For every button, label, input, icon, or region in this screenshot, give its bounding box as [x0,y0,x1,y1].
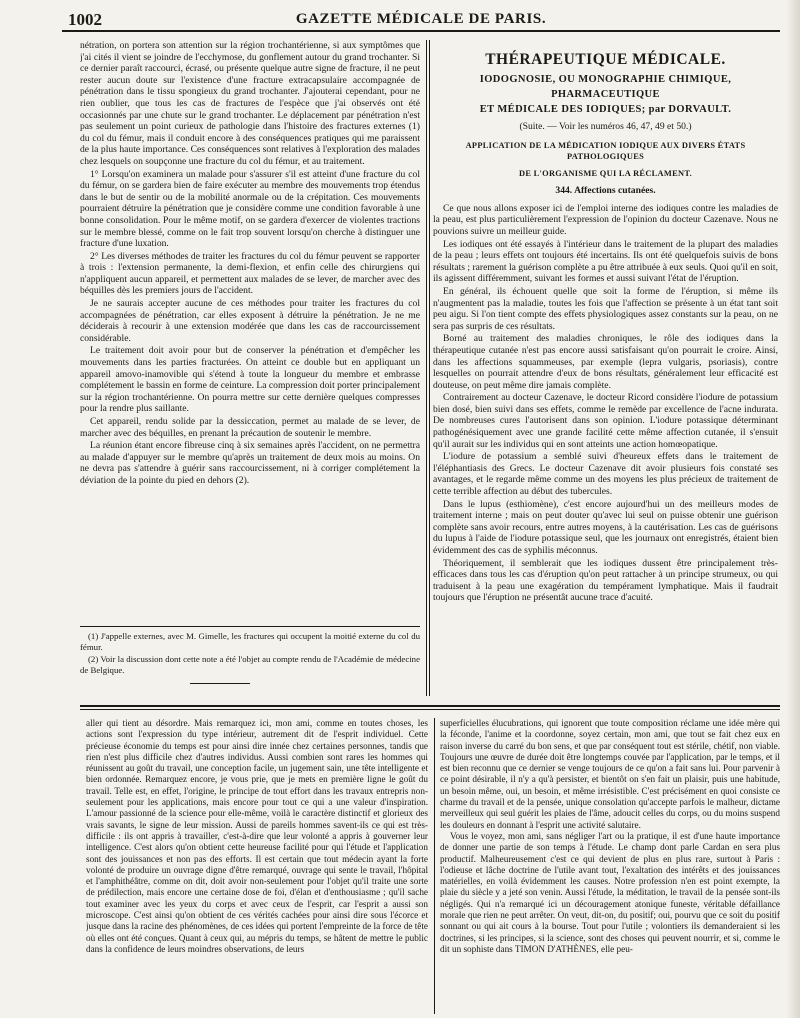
feuilleton-right-column [440,718,780,1014]
article-paragraph: En général, ils échouent quelle que soit la forme de l'éruption, si même ils n'augmentent pas la maladie, toutes les fois que l'affection se présente à un état tant soit peu aigu. Si l'on tient compte des effets physiologiques assez constants sur la peau, on ne sera pas surpris de ces résultats. [433,285,778,332]
article-paragraph: Borné au traitement des maladies chroniques, le rôle des iodiques dans la thérapeutique cutanée n'est pas encore aussi satisfaisant qu'on pourrait le croire. Ainsi, dans les affections squammeuses, par exemple (lepra vulgaris, psoriasis), contre lesquelles on pourrait attendre d'eux de bons résultats, généralement leur efficacité est douteuse, on peut même dire jamais complète. [433,333,778,391]
article-paragraph: Ce que nous allons exposer ici de l'emploi interne des iodiques contre les maladies de la peau, est plus particulièrement l'expression de l'opinion du docteur Cazenave. Nous ne pouvions suivre un meilleur guide. [433,202,778,237]
article-subtitle: IODOGNOSIE, OU MONOGRAPHIE CHIMIQUE, PHARMACEUTIQUE [479,73,732,100]
left-column-article [80,40,420,620]
section-title: THÉRAPEUTIQUE MÉDICALE. [485,51,726,68]
article-paragraph: nétration, on portera son attention sur la région trochantérienne, si aux symptômes que j'ai cités il vient se joindre de l'ecchymose, du gonflement autour du grand trochanter. Si ce dernier paraît raccourci, écrasé, ou présente quelque autre signe de fracture, il ne peut rester aucun doute sur l'existence d'une fracture extracapsulaire accompagnée de pénétration dans le tissu spongieux du grand trochanter. J'ajouterai cependant, pour ne rien oublier, que tous les cas de fractures de l'espèce que j'ai observés ont été occasionnés par une chute sur le grand trochanter. Le déplacement par pénétration n'est pas seulement un point curieux de pathologie dans l'histoire des fractures externes (1) du col du fémur, mais il conduit encore à des conséquences pratiques qui me paraissent de la plus haute importance. Ces conséquences sont relatives à l'exploration des malades chez lesquels on soupçonne une fracture du col du fémur, et au traitement. [80,40,420,167]
article-paragraph: Dans le lupus (esthiomène), c'est encore aujourd'hui un des meilleurs modes de traitement interne ; mais on peut douter qu'avec lui seul on puisse obtenir une guérison complète sans avoir recours, entre autres moyens, à la cautérisation. Les cas de guérisons du lupus à l'aide de l'iodure potassique seul, que les journaux ont enregistrés, étaient bien évidemment des cas de syphilis méconnus. [433,498,778,556]
column-divider [434,718,435,1014]
feuilleton-rule [80,705,780,707]
right-column-article [433,40,778,700]
subsection-heading: 344. Affections cutanées. [555,185,656,197]
article-paragraph: Théoriquement, il semblerait que les iodiques dussent être principalement très-efficaces dans tous les cas d'éruption qu'on peut rattacher à un principe strumeux, ou qui traduisent à la peau une exagération du tempérament lymphatique. Mais il faudrait toujours que l'éruption ne présentât aucune trace d'acuité. [433,557,778,604]
page-header [62,6,780,32]
feuilleton-rule [80,709,780,710]
feuilleton-paragraph: superficielles élucubrations, qui ignorent que toute composition réclame une idée mère qui la féconde, l'anime et la coordonne, soyez certain, mon ami, que tout se fait chez eux en raison inverse du carré du bon sens, et que par conséquent tout est stérile, chétif, non viable. Toujours une œuvre de durée doit être longtemps couvée par l'application, par le temps, et il est bien reconnu que ce dernier se venge toujours de ce qu'on a fait sans lui. Pour parvenir à ce point désirable, il n'y a qu'à persister, et bientôt on s'en fait un plaisir, puis une habitude, un besoin même, oui, un besoin, et même irrésistible. C'est précisément en quoi consiste ce charme du travail et de la pensée, unique consolation qu'accepte parfois le malheur, dictame merveilleux qui seul guérit les plaies de l'âme, adoucit celles du corps, ou du moins suspend les douleurs en donnant à l'esprit une activité salutaire. [440,718,780,830]
chapter-heading: APPLICATION DE LA MÉDICATION IODIQUE AUX DIVERS ÉTATS PATHOLOGIQUES [465,141,746,162]
article-paragraph: Les iodiques ont été essayés à l'intérieur dans le traitement de la plupart des maladies de la peau ; leurs effets ont toujours été incertains. Ils ont été quelquefois suivis de bons résultats ; rarement la guérison complète a pu être attribuée à eux seuls. Quoi qu'il en soit, ils agissent différemment, suivant les formes et aussi suivant l'état de l'éruption. [433,238,778,285]
feuilleton-paragraph: Vous le voyez, mon ami, sans négliger l'art ou la pratique, il est d'une haute importance de donner une partie de son temps à l'étude. Le champ dont parle Cardan en sera plus productif. Malheureusement c'est ce qui devient de plus en plus rare, surtout à Paris : l'odieuse et lâche doctrine de l'utile avant tout, l'exaltation des intérêts et des jouissances matérielles, en voilà évidemment les causes. Notre profession n'en est point exempte, la plaie du siècle y a jeté son venin. Aussi l'étude, la méditation, le travail de la pensée sont-ils négligés. Qui n'a remarqué ici un découragement atonique funeste, véritable défaillance morale que rien ne peut arrêter. On veut, dit-on, du positif; oui, pourvu que ce soit du positif sonnant ou qui ait cours à la bourse. Tout pour l'utile ; volontiers ils demanderaient si les doctrines, si les principes, si la science, sont des choses qui peuvent nourrir, et si, comme le dit un sophiste dans TIMON D'ATHÈNES, elle peu- [440,830,780,954]
column-divider [429,40,430,696]
article-paragraph: Contrairement au docteur Cazenave, le docteur Ricord considère l'iodure de potassium bien dosé, bien suivi dans ses effets, comme le remède par excellence de l'acne indurata. De nombreuses cures l'autorisent dans son opinion. L'iodure potassique déterminant pathogénésiquement avec une grande facilité cette même affection cutanée, il s'ensuit qu'il aurait sur les individus qui en sont atteints une action homœopatique. [433,392,778,450]
article-subtitle: ET MÉDICALE DES IODIQUES; par DORVAULT. [479,103,732,115]
continuation-note: (Suite. — Voir les numéros 46, 47, 49 et 50.) [519,120,692,132]
feuilleton-paragraph: aller qui tient au désordre. Mais remarquez ici, mon ami, comme en toutes choses, les actions sont l'expression du type intérieur, autrement dit de l'esprit individuel. Cette précieuse économie du temps est pour ainsi dire innée chez certaines personnes, tandis que rien n'est plus difficile chez d'autres individus. Aussi combien sont rares les hommes qui réunissent au goût du travail, une conception facile, un jugement sain, une tête intelligente et bien ordonnée. Remarquez encore, je vous prie, que je mets en première ligne le goût du travail. Telle est, en effet, l'origine, le principe de tout effort dans les travaux entrepris non-seulement pour les applications, mais encore pour tout ce qui a une valeur d'inspiration. L'amour passionné de la science pour elle-même, voilà le caractère distinctif et glorieux des vrais savants, le signe de leur mission. Aussi de pareils hommes savent-ils ce qui est très-difficile : ils ont appris à travailler, c'est-à-dire que leur volonté a appris à gouverner leur intelligence. C'est alors qu'on obtient cette heureuse facilité pour qui l'étude et l'application sont des jouissances et non pas des efforts. Il est certain que tout médecin ayant la forte volonté de produire un ouvrage digne d'être remarqué, ouvrage qui sente le travail, l'hôpital et l'amphithéâtre, comme on dit, doit avoir non-seulement pour l'objet qu'il traite une sorte de prédilection, mais encore une certaine dose de foi, d'élan et d'enthousiasme ; qu'il sache tout examiner avec les yeux du corps et avec ceux de l'esprit, car l'esprit a aussi son microscope. C'est ainsi qu'on obtient de ces vérités cachées pour ainsi dire sous l'écorce et jusque dans la racine des phénomènes, de ces idées qui portent l'empreinte de la force de tête où elles ont été conçues. Quant à ceux qui, au mépris du temps, se hâtent de mettre le public dans la confidence de leurs moindres observations, de leurs [86,718,428,954]
article-paragraph: Cet appareil, rendu solide par la dessiccation, permet au malade de se lever, de marcher avec des béquilles, en prenant la précaution de soutenir le membre. [80,416,420,439]
page-edge-shadow [786,0,800,1018]
chapter-heading: DE L'ORGANISME QUI LA RÉCLAMENT. [518,169,692,179]
journal-title: GAZETTE MÉDICALE DE PARIS. [295,11,547,27]
article-paragraph: La réunion étant encore fibreuse cinq à six semaines après l'accident, on ne permettra au malade d'appuyer sur le membre qu'après un traitement de deux mois au moins. On ne devra pas s'attendre à guérir sans raccourcissement, ni à corriger complétement la déviation de la pointe du pied en dehors (2). [80,440,420,486]
page-number: 1002 [68,10,102,29]
article-paragraph: L'iodure de potassium a semblé suivi d'heureux effets dans le traitement de l'éléphantiasis des Grecs. Le docteur Cazenave dit avoir plusieurs fois constaté ses avantages, et le regarde même comme un des moyens les plus précieux de traitement de cette terrible affection au début des tubercules. [433,451,778,498]
footnote: (2) Voir la discussion dont cette note a été l'objet au compte rendu de l'Académie de médecine de Belgique. [80,654,420,675]
article-paragraph: Le traitement doit avoir pour but de conserver la pénétration et d'empêcher les mouvements dans les parties fracturées. On atteint ce double but en appliquant un appareil amovo-inamovible qui s'étend à toute la longueur du membre et embrasse complétement le bassin en forme de ceinture. La compression doit porter principalement sur la région trochantérienne. On pourra mettre sur cette dernière quelques compresses pour la rendre plus saillante. [80,345,420,415]
column-divider [426,40,427,696]
footnote: (1) J'appelle externes, avec M. Gimelle, les fractures qui occupent la moitié externe du col du fémur. [80,631,420,652]
feuilleton-left-column [86,718,428,1014]
footnotes [80,626,420,677]
article-paragraph: 2° Les diverses méthodes de traiter les fractures du col du fémur peuvent se rapporter à trois : l'extension permanente, la demi-flexion, et enfin celle des chirurgiens qui n'appliquent aucun appareil, et permettent aux malades de se lever, de marcher avec des béquilles dès les premiers jours de l'accident. [80,250,420,297]
article-paragraph: 1° Lorsqu'on examinera un malade pour s'assurer s'il est atteint d'une fracture du col du fémur, on se gardera bien de faire exécuter au membre des mouvements trop étendus dans le but de sentir ou de la mobilité anormale ou de la crépitation. Ces mouvements pourraient détruire la pénétration que je considère comme une condition favorable à une bonne consolidation. Pour le même motif, on se gardera d'exercer de violentes tractions sur le membre blessé, comme on le fait trop souvent lorsqu'on cherche à distinguer une fracture d'une luxation. [80,168,420,250]
article-paragraph: Je ne saurais accepter aucune de ces méthodes pour traiter les fractures du col accompagnées de pénétration, car elles exposent à détruire la pénétration. Je ne me déciderais à recourir à une extension modérée que dans les cas de raccourcissement considérable. [80,298,420,344]
footnote-end-rule [190,683,250,684]
